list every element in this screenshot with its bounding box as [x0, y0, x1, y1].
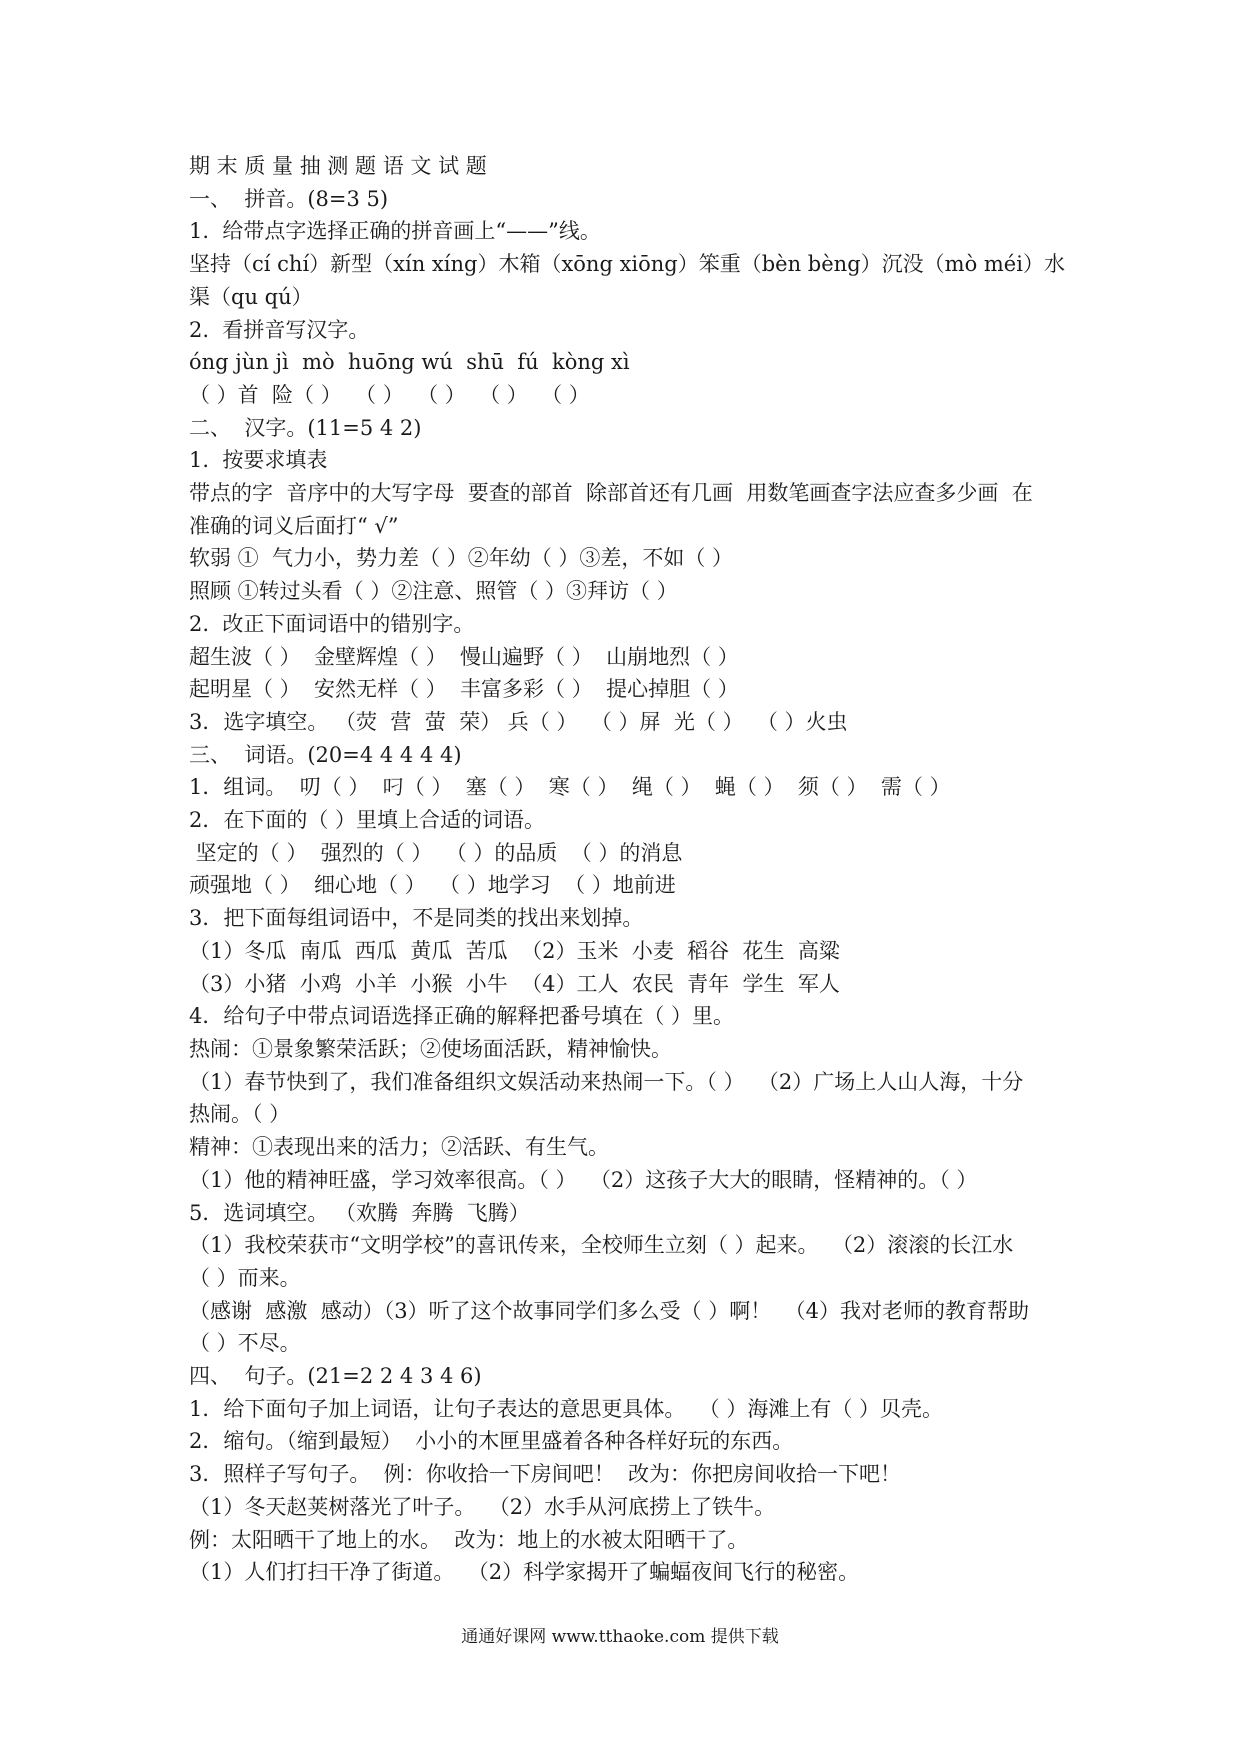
text-line: 超生波（ ） 金壁辉煌（ ） 慢山遍野（ ） 山崩地烈（ ） — [189, 644, 739, 669]
section-heading: 三、 词语。(20=4 4 4 4 4) — [189, 742, 462, 767]
text-line: 带点的字 音序中的大写字母 要查的部首 除部首还有几画 用数笔画查字法应查多少画 在 — [189, 481, 1033, 506]
text-line: （感谢 感激 感动）（3）听了这个故事同学们多么受（ ）啊！ （4）我对老师的教育帮助 — [189, 1298, 1029, 1323]
text-line: 精神：①表现出来的活力；②活跃、有生气。 — [189, 1135, 609, 1160]
doc-title: 期 末 质 量 抽 测 题 语 文 试 题 — [189, 154, 487, 178]
question-line: 3．选字填空。 （荧 营 萤 荣） 兵（ ） （ ）屏 光（ ） （ ）火虫 — [189, 709, 848, 734]
text-line: 例：太阳晒干了地上的水。 改为：地上的水被太阳晒干了。 — [189, 1527, 749, 1552]
text-line: 起明星（ ） 安然无样（ ） 丰富多彩（ ） 提心掉胆（ ） — [189, 677, 739, 702]
text-line: 照顾 ①转过头看（ ）②注意、照管（ ）③拜访（ ） — [189, 579, 678, 604]
question-line: 1．组词。 叨（ ） 叼（ ） 塞（ ） 寒（ ） 绳（ ） 蝇（ ） 须（ ） 需（ ） — [189, 775, 951, 800]
text-line: （1）我校荣获市“文明学校”的喜讯传来，全校师生立刻（ ）起来。 （2）滚滚的长江水 — [189, 1233, 1014, 1258]
question-line: 1. 按要求填表 — [189, 448, 328, 473]
document-body — [189, 150, 1069, 1589]
text-line: 准确的词义后面打“ √” — [189, 513, 399, 538]
question-line: 5．选词填空。 （欢腾 奔腾 飞腾） — [189, 1200, 530, 1225]
text-line: （ ）不尽。 — [189, 1331, 301, 1356]
question-line: 2. 看拼音写汉字。 — [189, 317, 370, 342]
section-heading: 二、 汉字。(11=5 4 2) — [189, 415, 422, 440]
question-line: 1．给下面句子加上词语，让句子表达的意思更具体。 （ ）海滩上有（ ）贝壳。 — [189, 1396, 944, 1421]
page-footer: 通通好课网 www.tthaoke.com 提供下载 — [461, 1627, 779, 1647]
question-line: 4．给句子中带点词语选择正确的解释把番号填在（ ）里。 — [189, 1004, 735, 1029]
text-line: 坚持（cí chí）新型（xín xíng）木箱（xōng xiōng）笨重（bèn bèng）沉没（mò méi）水 — [189, 252, 1065, 277]
question-line: 1. 给带点字选择正确的拼音画上“——”线。 — [189, 219, 601, 244]
question-line: 2．缩句。（缩到最短） 小小的木匣里盛着各种各样好玩的东西。 — [189, 1429, 794, 1454]
text-line: （ ）首 险（ ） （ ） （ ） （ ） （ ） — [189, 382, 590, 407]
text-line: 渠（qu qú） — [189, 284, 313, 309]
text-line: （1）春节快到了，我们准备组织文娱活动来热闹一下。（ ） （2）广场上人山人海，十分 — [189, 1069, 1024, 1094]
question-line: 3．照样子写句子。 例：你收拾一下房间吧！ 改为：你把房间收拾一下吧！ — [189, 1462, 902, 1487]
section-heading: 四、 句子。(21=2 2 4 3 4 6) — [189, 1364, 482, 1389]
text-line: 软弱 ① 气力小，势力差（ ）②年幼（ ）③差，不如（ ） — [189, 546, 734, 571]
question-line: 2. 改正下面词语中的错别字。 — [189, 611, 475, 636]
text-line: （1）冬瓜 南瓜 西瓜 黄瓜 苦瓜 （2）玉米 小麦 稻谷 花生 高粱 — [189, 938, 840, 963]
question-line: 3．把下面每组词语中，不是同类的找出来划掉。 — [189, 906, 644, 931]
text-line: （1）他的精神旺盛，学习效率很高。（ ） （2）这孩子大大的眼睛，怪精神的。（ ） — [189, 1167, 978, 1192]
text-line: （1）人们打扫干净了街道。 （2）科学家揭开了蝙蝠夜间飞行的秘密。 — [189, 1560, 860, 1585]
text-line: 热闹：①景象繁荣活跃；②使场面活跃，精神愉快。 — [189, 1036, 672, 1061]
text-line: （3）小猪 小鸡 小羊 小猴 小牛 （4）工人 农民 青年 学生 军人 — [189, 971, 840, 996]
section-heading: 一、 拼音。(8=3 5) — [189, 186, 389, 211]
question-line: 2．在下面的（ ）里填上合适的词语。 — [189, 808, 546, 833]
text-line: 坚定的（ ） 强烈的（ ） （ ）的品质 （ ）的消息 — [189, 840, 683, 865]
text-line: óng jùn jì mò huōng wú shū fú kòng xì — [189, 350, 630, 375]
text-line: 热闹。（ ） — [189, 1102, 291, 1127]
text-line: （1）冬天赵荚树落光了叶子。 （2）水手从河底捞上了铁牛。 — [189, 1494, 776, 1519]
text-line: （ ）而来。 — [189, 1265, 301, 1290]
text-line: 顽强地（ ） 细心地（ ） （ ）地学习 （ ）地前进 — [189, 873, 676, 898]
